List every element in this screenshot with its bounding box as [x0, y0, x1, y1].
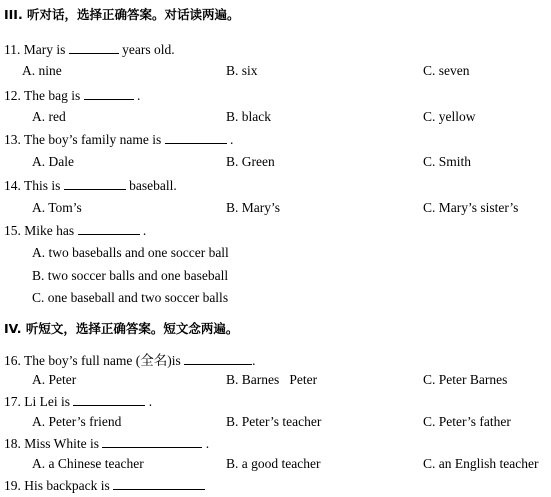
- question-number: 12.: [4, 88, 21, 103]
- question-number: 14.: [4, 178, 21, 193]
- option-b: B. two soccer balls and one baseball: [32, 268, 229, 283]
- answer-blank: [78, 222, 140, 235]
- answer-blank: [64, 177, 126, 190]
- question-tail: .: [137, 88, 141, 103]
- question-tail: baseball.: [129, 178, 177, 193]
- option-c: C. Peter’s father: [423, 414, 511, 429]
- question-stem: The boy’s full name (全名)is: [24, 353, 181, 368]
- option-c: C. Mary’s sister’s: [423, 200, 519, 215]
- question-12: [4, 87, 140, 103]
- question-number: 18.: [4, 436, 21, 451]
- option-a: A. nine: [22, 63, 62, 78]
- section-4-title: IV. 听短文，选择正确答案。短文念两遍。: [4, 321, 239, 336]
- option-c: C. one baseball and two soccer balls: [32, 290, 229, 305]
- answer-blank: [73, 393, 145, 406]
- option-a: A. two baseballs and one soccer ball: [32, 245, 229, 260]
- question-17: [4, 393, 152, 409]
- question-tail: .: [252, 353, 256, 368]
- option-a: A. Peter’s friend: [32, 414, 122, 429]
- option-c: C. seven: [423, 63, 470, 78]
- answer-blank: [113, 477, 205, 490]
- question-19: [4, 477, 205, 493]
- question-number: 15.: [4, 223, 21, 238]
- question-tail: .: [230, 132, 234, 147]
- answer-blank: [102, 435, 202, 448]
- option-a: A. Dale: [32, 154, 74, 169]
- option-b: B. Green: [226, 154, 275, 169]
- question-16: [4, 352, 256, 368]
- question-stem: Mike has: [24, 223, 75, 238]
- option-b: B. Peter’s teacher: [226, 414, 322, 429]
- section-3-title: III. 听对话，选择正确答案。对话读两遍。: [4, 7, 240, 22]
- option-b: B. Mary’s: [226, 200, 280, 215]
- option-a: A. red: [32, 109, 66, 124]
- question-15: [4, 222, 146, 238]
- option-c: C. an English teacher: [423, 456, 539, 471]
- option-b: B. black: [226, 109, 271, 124]
- answer-blank: [184, 352, 252, 365]
- option-b: B. a good teacher: [226, 456, 321, 471]
- question-stem: The boy’s family name is: [24, 132, 162, 147]
- question-14: [4, 177, 177, 193]
- question-number: 13.: [4, 132, 21, 147]
- option-c: C. Smith: [423, 154, 472, 169]
- option-c: C. yellow: [423, 109, 476, 124]
- answer-blank: [69, 41, 119, 54]
- question-stem: Li Lei is: [24, 394, 70, 409]
- question-stem: The bag is: [24, 88, 81, 103]
- option-c: C. Peter Barnes: [423, 372, 508, 387]
- option-b: B. six: [226, 63, 258, 78]
- question-tail: .: [148, 394, 153, 409]
- question-number: 16.: [4, 353, 21, 368]
- question-stem: This is: [24, 178, 61, 193]
- option-a: A. Peter: [32, 372, 77, 387]
- question-tail: years old.: [122, 42, 175, 57]
- question-number: 11.: [4, 42, 21, 57]
- answer-blank: [165, 131, 227, 144]
- question-18: [4, 435, 209, 451]
- question-11: [4, 41, 175, 57]
- option-b: B. Barnes Peter: [226, 372, 318, 387]
- question-tail: .: [205, 436, 210, 451]
- question-stem: Mary is: [23, 42, 66, 57]
- question-stem: His backpack is: [24, 478, 110, 493]
- question-stem: Miss White is: [24, 436, 100, 451]
- question-tail: .: [142, 223, 147, 238]
- option-a: A. Tom’s: [32, 200, 82, 215]
- answer-blank: [84, 87, 134, 100]
- question-number: 17.: [4, 394, 21, 409]
- option-a: A. a Chinese teacher: [32, 456, 144, 471]
- question-13: [4, 131, 233, 147]
- question-number: 19.: [4, 478, 21, 493]
